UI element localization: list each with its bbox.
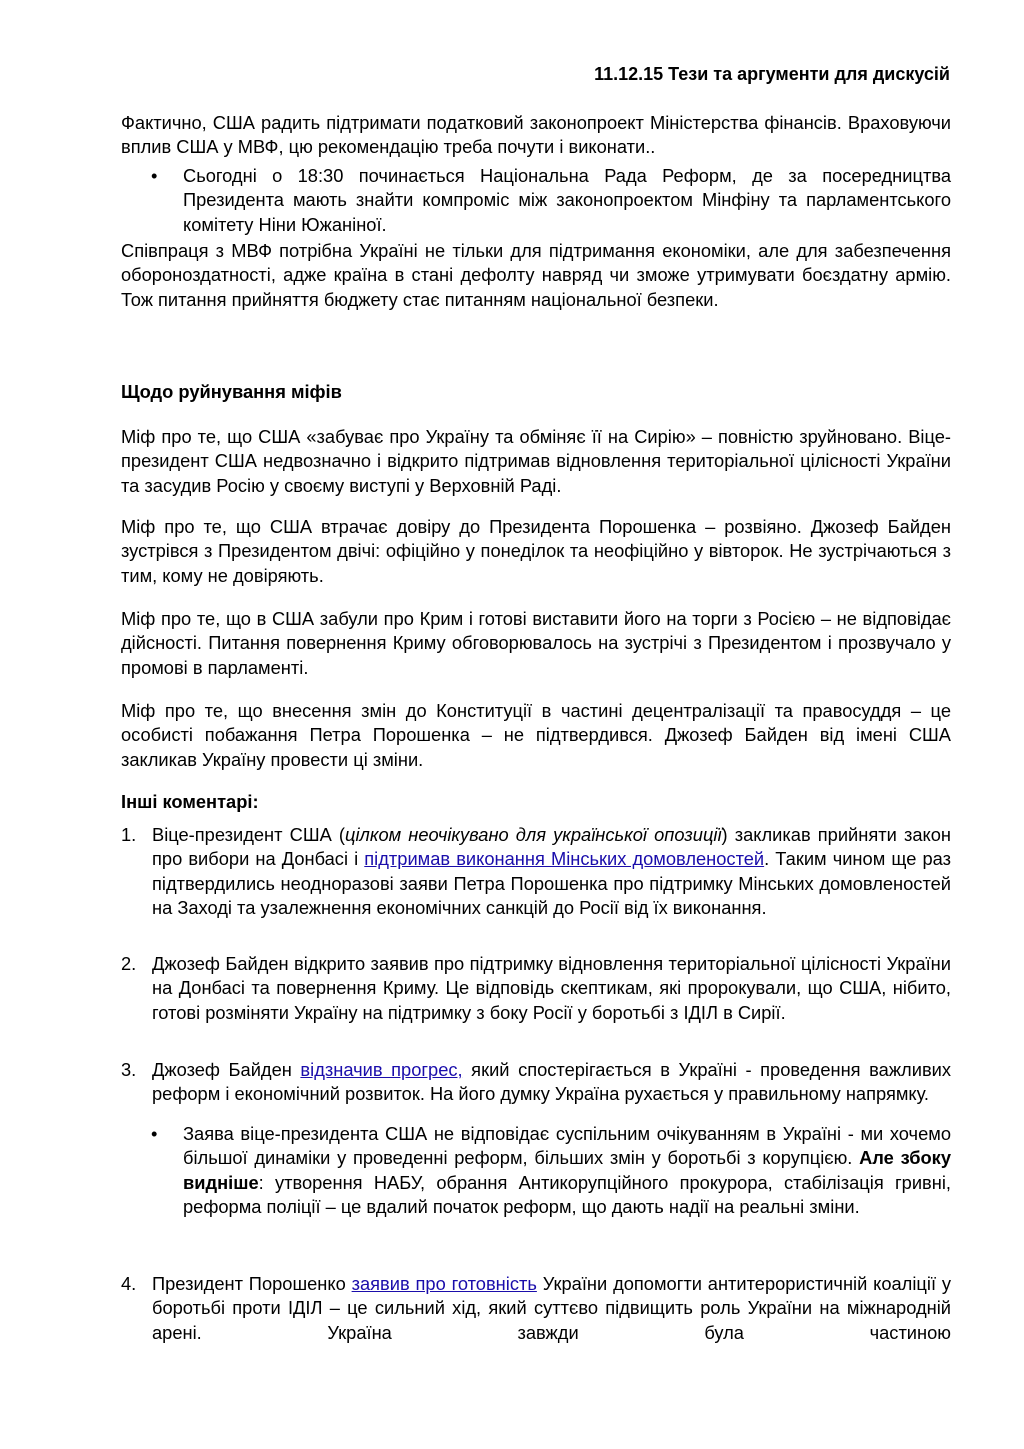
comment-text-3 [152,1058,951,1107]
text-fragment: Віце-президент США ( [152,824,345,845]
bullet-icon: • [151,1122,158,1144]
myth-2-block [121,515,951,588]
comment-3-bullet-text [183,1122,951,1220]
readiness-link[interactable]: заявив про готовність [351,1273,537,1294]
numbered-item [121,1058,951,1107]
myth-3-block [121,607,951,680]
item-number: 2. [121,953,137,974]
comment-text-4 [152,1272,951,1345]
italic-fragment: цілком неочікувано для української опозиції [345,824,722,845]
text-fragment: . Таким чином ще раз підтвердились неодноразові заяви Петра Порошенка про підтримку Мінських домовленостей на Заході та узалежнення економічних санкцій до Росії від їх виконання. [152,848,951,919]
item-number: 1. [121,824,137,845]
comment-item-2 [121,952,951,1025]
comment-item-3 [121,1058,951,1219]
text-fragment: Заява віце-президента США не відповідає суспільним очікуванням в Україні - ми хочемо більшої динаміки у проведенні реформ, більших змін у боротьбі з корупцією. [183,1122,951,1169]
item-number: 3. [121,1059,137,1080]
intro-bullet-text: Сьогодні о 18:30 починається Національна Рада Реформ, де за посередництва Президента мають знайти компроміс між законопроектом Мінфіну та парламентського комітету Ніни Южаніної. [183,164,951,235]
comments-heading-block [121,790,951,814]
text-fragment: України допомогти антитерористичній коаліції у боротьбі проти ІДІЛ – це сильний хід, який суттєво підвищить роль України на міжнародній арені. Україна завжди була частиною [152,1273,952,1343]
numbered-item [121,952,951,1025]
myth-1-block [121,425,951,498]
comment-3-bullet [121,1122,951,1220]
comment-text-2: Джозеф Байден відкрито заявив про підтримку відновлення територіальної цілісності України на Донбасі та повернення Криму. Це відповідь скептикам, які пророкували, що США, нібито, готові розміняти Україну на підтримку з боку Росії у боротьбі з ІДІЛ в Сирії. [152,953,951,1023]
intro-paragraph-2: Співпраця з МВФ потрібна Україні не тільки для підтримання економіки, але для забезпечення обороноздатності, адже країна в стані дефолту навряд чи зможе утримувати боєздатну армію. Тож питання прийняття бюджету стає питанням національної безпеки. [121,240,951,310]
myth-4-block [121,699,951,772]
myth-paragraph-2: Міф про те, що США втрачає довіру до Президента Порошенка – розвіяно. Джозеф Байден зустрівся з Президентом двічі: офіційно у понеділок та неофіційно у вівторок. Не зустрічаються з тим, кому не довіряють. [121,516,951,586]
myths-heading: Щодо руйнування міфів [121,381,342,402]
comment-item-1 [121,823,951,921]
intro-section [121,111,951,312]
numbered-item [121,1272,951,1345]
text-fragment: Джозеф Байден [152,1059,301,1080]
text-fragment: : утворення НАБУ, обрання Антикорупційного прокурора, стабілізація гривні, реформа поліції – це вдалий початок реформ, що дають надії на реальні зміни. [183,1171,951,1218]
text-fragment: який спостерігається в Україні - проведення важливих реформ і економічний розвиток. На його думку Україна рухається у правильному напрямку. [152,1059,952,1105]
myth-paragraph-1: Міф про те, що США «забуває про Україну та обміняє її на Сирію» – повністю зруйновано. Віце-президент США недвозначно і відкрито підтримав відновлення територіальної цілісності України та засудив Росію у своєму виступі у Верховній Раді. [121,426,951,496]
myth-paragraph-4: Міф про те, що внесення змін до Конституції в частині децентралізації та правосуддя – це особисті побажання Петра Порошенка – не підтвердився. Джозеф Байден від імені США закликав Україну провести ці зміни. [121,700,951,770]
comment-item-4 [121,1272,951,1345]
item-number: 4. [121,1273,137,1294]
text-fragment: Президент Порошенко [152,1273,352,1294]
minsk-agreements-link[interactable]: підтримав виконання Мінських домовленостей [364,848,765,870]
intro-paragraph-1: Фактично, США радить підтримати податковий законопроект Міністерства фінансів. Враховуючи вплив США у МВФ, цю рекомендацію треба почути і виконати.. [121,112,951,158]
comment-text-1 [152,823,951,921]
myths-section [121,380,951,404]
document-header: 11.12.15 Тези та аргументи для дискусій [594,64,950,84]
bold-fragment: Але збоку видніше [183,1147,951,1193]
bullet-icon: • [151,164,158,186]
myth-paragraph-3: Міф про те, що в США забули про Крим і готові виставити його на торги з Росією – не відповідає дійсності. Питання повернення Криму обговорювалось на зустрічі з Президентом і прозвучало у промові в парламенті. [121,608,951,678]
intro-bullet-item [121,164,951,237]
text-fragment: ) закликав прийняти закон про вибори на Донбасі і [152,824,951,870]
progress-link[interactable]: відзначив прогрес, [300,1059,463,1080]
comments-heading: Інші коментарі: [121,791,259,812]
numbered-item [121,823,951,921]
